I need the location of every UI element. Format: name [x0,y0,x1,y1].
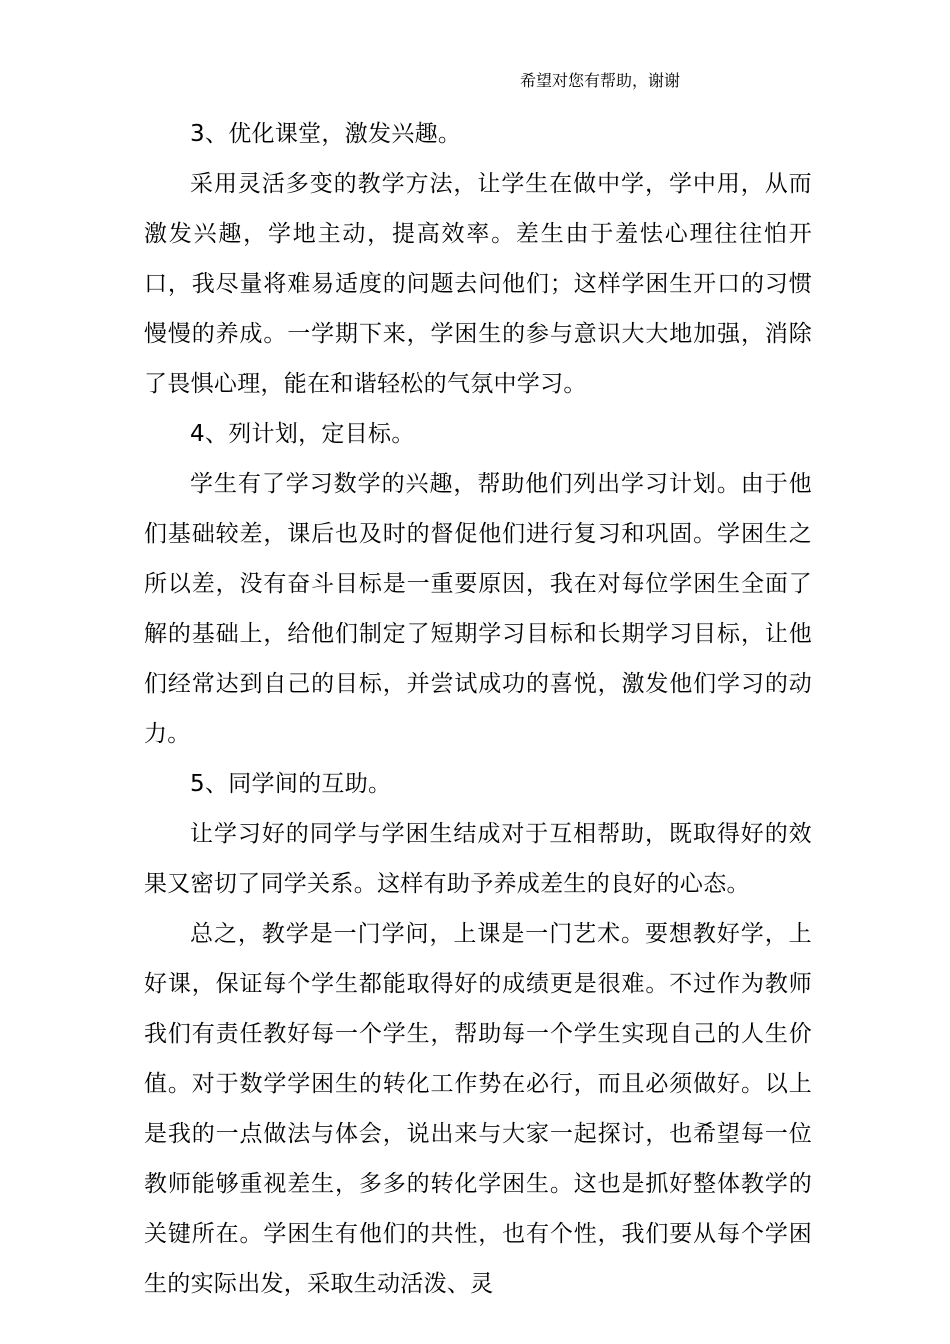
page-header: 希望对您有帮助，谢谢 [520,71,681,90]
paragraph-conclusion: 总之，教学是一门学问，上课是一门艺术。要想教好学，上好课，保证每个学生都能取得好的成绩更是很难。不过作为教师我们有责任教好每一个学生，帮助每一个学生实现自己的人生价值。对于数学学困生的转化工作势在必行，而且必须做好。以上是我的一点做法与体会，说出来与大家一起探讨，也希望每一位教师能够重视差生，多多的转化学困生。这也是抓好整体教学的关键所在。学困生有他们的共性，也有个性，我们要从每个学困生的实际出发，采取生动活泼、灵 [144,921,812,1297]
section-heading-5: 5、同学间的互助。 [190,771,392,797]
section-heading-4: 4、列计划，定目标。 [190,421,415,447]
paragraph-teaching-methods: 采用灵活多变的教学方法，让学生在做中学，学中用，从而激发兴趣，学地主动，提高效率。差生由于羞怯心理往往怕开口，我尽量将难易适度的问题去问他们；这样学困生开口的习惯慢慢的养成。一学期下来，学困生的参与意识大大地加强，消除了畏惧心理，能在和谐轻松的气氛中学习。 [144,171,812,397]
section-heading-3: 3、优化课堂，激发兴趣。 [190,121,462,147]
paragraph-peer-help: 让学习好的同学与学困生结成对于互相帮助，既取得好的效果又密切了同学关系。这样有助予养成差生的良好的心态。 [144,821,812,897]
document-body [144,109,812,1309]
paragraph-study-plan: 学生有了学习数学的兴趣，帮助他们列出学习计划。由于他们基础较差，课后也及时的督促他们进行复习和巩固。学困生之所以差，没有奋斗目标是一重要原因，我在对每位学困生全面了解的基础上，给他们制定了短期学习目标和长期学习目标，让他们经常达到自己的目标，并尝试成功的喜悦，激发他们学习的动力。 [144,471,812,747]
